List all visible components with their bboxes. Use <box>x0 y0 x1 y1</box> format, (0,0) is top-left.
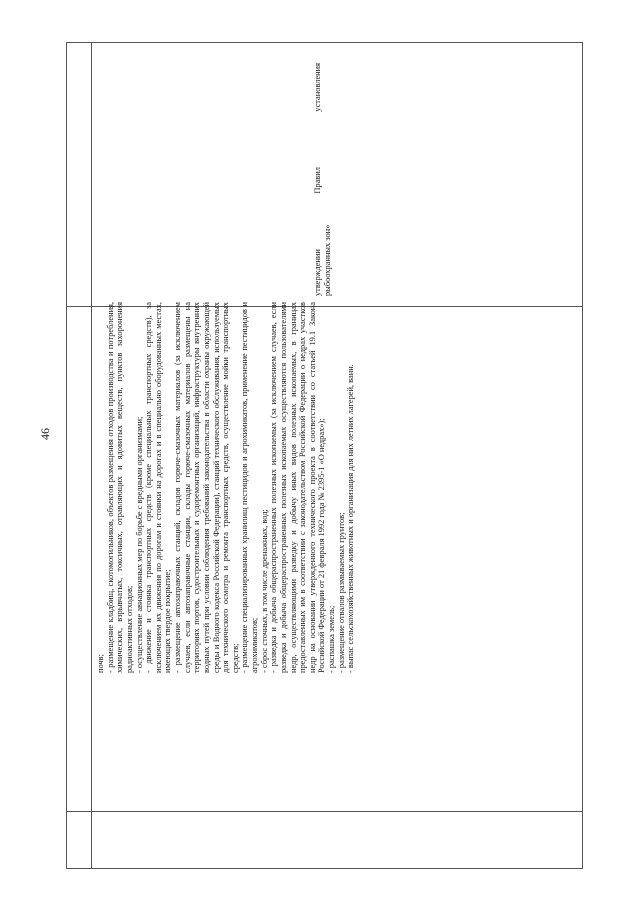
table-column-divider <box>91 43 92 868</box>
paragraph: - размещение отвалов размываемых грунтов; <box>336 512 346 673</box>
paragraph: - разведка и добыча общераспространенных полезных ископаемых (за исключением случаев, если разведка и добыча общераспространенных полезных ископаемых осуществляются пользователями недр, осуществляющими разведку и добычу иных видов полезных ископаемых, в границах предоставленных им в соответствии с законодательством Российской Федерации о недрах участков недр на основании утвержденного технического проекта в соответствии со статьей 19.1 Закона Российской Федерации от 21 февраля 1992 года № 2395-1 «О недрах»); <box>269 302 327 673</box>
regulation-reference-cell <box>313 63 353 296</box>
paragraph: - движение и стоянка транспортных средств (кроме специальных транспортных средств), за исключением их движения по дорогам и стоянки на дорогах и в специально оборудованных местах, имеющих твердое покрытие; <box>144 302 173 673</box>
paragraph: - сброс сточных, в том числе дренажных, вод; <box>259 509 269 673</box>
table-row-divider <box>67 811 582 812</box>
paragraph: почв; <box>96 654 105 673</box>
reference-line: рыбоохранных зон» <box>322 224 332 296</box>
paragraph: - распашка земель; <box>327 605 336 673</box>
paragraph: - размещение автозаправочных станций, складов горюче-смазочных материалов (за исключением случаев, если автозаправочные станции, склады горюче-смазочных материалов размещены на территориях портов, судостроительных и судоремонтных организаций, инфраструктуры внутренних водных путей при условии соблюдения требований законодательства в области охраны окружающей среды и Водного кодекса Российской Федерации), станций технического обслуживания, используемых для технического осмотра и ремонта транспортных средств, осуществление мойки транспортных средств; <box>173 302 240 673</box>
prohibitions-cell <box>96 302 356 673</box>
page-number: 46 <box>38 428 52 440</box>
paragraph: - размещение специализированных хранилищ пестицидов и агрохимикатов, применение пестицидов и агрохимикатов; <box>240 302 259 673</box>
reference-line: утверждении Правил установления <box>313 63 322 296</box>
paragraph: - размещение кладбищ, скотомогильников, объектов размещения отходов производства и потребления, химических, взрывчатых, токсичных, отравляющих и ядовитых веществ, пунктов захоронения радиоактивных отходов; <box>105 302 134 673</box>
paragraph: - выпас сельскохозяйственных животных и организация для них летних лагерей, ванн. <box>346 364 356 673</box>
paragraph: - осуществление авиационных мер по борьбе с вредными организмами; <box>134 416 144 673</box>
